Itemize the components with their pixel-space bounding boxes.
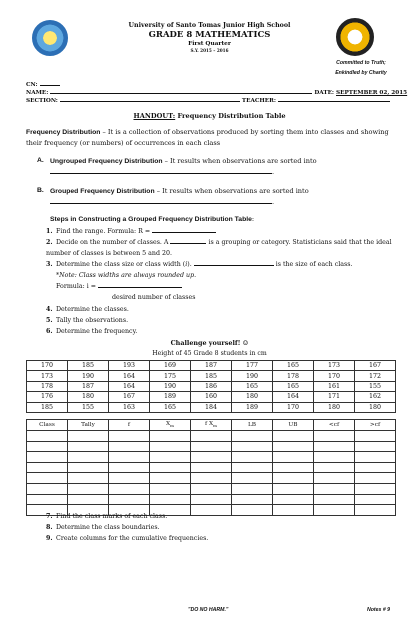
challenge-title: Challenge yourself! ☺ [170,339,249,347]
worksheet-blank-cell[interactable] [150,431,191,442]
worksheet-blank-cell[interactable] [109,473,150,484]
section-label: SECTION: [26,98,58,104]
worksheet-blank-cell[interactable] [68,441,109,452]
height-cell: 165 [273,381,314,391]
footer-notes-number: Notes # 9 [367,607,391,613]
worksheet-row [27,431,396,442]
step-7-number: 7. [46,513,53,520]
worksheet-blank-cell[interactable] [273,452,314,463]
heights-row [27,381,396,391]
worksheet-blank-cell[interactable] [109,441,150,452]
steps-heading: Steps in Constructing a Grouped Frequency Distribution Table: [50,215,255,223]
heights-table [26,360,396,413]
worksheet-row [27,483,396,494]
step-2-number: 2. [46,239,53,246]
worksheet-blank-cell[interactable] [68,483,109,494]
worksheet-blank-cell[interactable] [109,431,150,442]
height-cell: 170 [314,371,355,381]
worksheet-blank-cell[interactable] [273,431,314,442]
class-width-formula-blank[interactable] [98,282,182,288]
step-6-number: 6. [46,328,53,335]
name-field [26,88,407,96]
worksheet-blank-cell[interactable] [314,462,355,473]
worksheet-blank-cell[interactable] [68,462,109,473]
height-cell: 190 [232,371,273,381]
height-cell: 185 [27,402,68,412]
steps-title: Steps in Constructing a Grouped Frequency Distribution Table [50,216,252,223]
worksheet-blank-cell[interactable] [232,483,273,494]
section-blank[interactable] [60,96,240,102]
worksheet-row [27,494,396,505]
class-term-blank[interactable] [170,238,206,244]
height-cell: 190 [68,371,109,381]
frequency-worksheet-table [26,419,396,516]
worksheet-blank-cell[interactable] [273,494,314,505]
step-4 [46,305,396,316]
worksheet-blank-cell[interactable] [355,431,396,442]
height-cell: 161 [314,381,355,391]
height-cell: 180 [232,392,273,402]
date-value: SEPTEMBER 02, 2015 [336,90,408,96]
type-a-paragraph: Ungrouped Frequency Distribution – It results when observations are sorted into . [50,157,317,176]
worksheet-blank-cell[interactable] [314,452,355,463]
handout-topic: Frequency Distribution Table [177,112,286,120]
worksheet-blank-cell[interactable] [109,494,150,505]
teacher-label: TEACHER: [241,98,276,104]
step-3-formula-label: Formula: i = [56,283,99,290]
worksheet-blank-cell[interactable] [191,494,232,505]
heights-row [27,371,396,381]
worksheet-header-cell: f $X_m$ [191,420,232,431]
worksheet-blank-cell[interactable] [68,452,109,463]
height-cell: 171 [314,392,355,402]
height-cell: 193 [109,361,150,371]
worksheet-blank-cell[interactable] [150,462,191,473]
worksheet-blank-cell[interactable] [232,431,273,442]
worksheet-blank-cell[interactable] [355,441,396,452]
worksheet-blank-cell[interactable] [27,452,68,463]
type-a-term: Ungrouped Frequency Distribution [50,158,163,165]
worksheet-blank-cell[interactable] [355,483,396,494]
worksheet-blank-cell[interactable] [68,473,109,484]
height-cell: 155 [68,402,109,412]
type-b-letter: B. [37,187,44,194]
type-b-paragraph: Grouped Frequency Distribution – It results when observations are sorted into . [50,187,309,206]
worksheet-header-cell: f [109,420,150,431]
step-3 [46,260,396,271]
step-2 [46,238,396,259]
step-3-denominator: desired number of classes [112,294,196,301]
step-3-text-c: is the size of each class. [273,261,353,268]
type-b-text: – It results when observations are sorted into [154,187,309,195]
step-7-text: Find the class marks of each class. [56,513,168,520]
school-name: University of Santo Tomas Junior High School [128,22,291,29]
definition-paragraph [26,127,396,149]
step-5-number: 5. [46,317,53,324]
height-cell: 164 [109,381,150,391]
footer-quote: "DO NO HARM." [188,607,229,613]
height-cell: 165 [273,361,314,371]
worksheet-blank-cell[interactable] [232,452,273,463]
step-1 [46,227,396,238]
height-cell: 189 [232,402,273,412]
step-5 [46,316,396,327]
height-cell: 155 [355,381,396,391]
worksheet-header-cell: UB [273,420,314,431]
worksheet-blank-cell[interactable] [109,462,150,473]
worksheet-blank-cell[interactable] [355,494,396,505]
height-cell: 170 [273,402,314,412]
worksheet-blank-cell[interactable] [109,483,150,494]
worksheet-row [27,441,396,452]
name-label: NAME: [26,90,49,96]
challenge-subtitle: Height of 45 Grade 8 students in cm [152,350,267,357]
worksheet-blank-cell[interactable] [273,483,314,494]
worksheet-header-cell: >cf [355,420,396,431]
handout-title [0,112,419,120]
worksheet-blank-cell[interactable] [232,473,273,484]
step-3-symbol: i [185,261,188,268]
cn-blank[interactable] [40,80,60,86]
height-cell: 189 [150,392,191,402]
worksheet-blank-cell[interactable] [150,441,191,452]
height-cell: 185 [68,361,109,371]
worksheet-blank-cell[interactable] [191,483,232,494]
worksheet-blank-cell[interactable] [150,473,191,484]
height-cell: 165 [232,381,273,391]
height-cell: 164 [273,392,314,402]
height-cell: 190 [150,381,191,391]
type-b-blank[interactable] [50,198,272,204]
step-6-text: Determine the frequency. [56,328,138,335]
motto [318,58,404,78]
step-9-text: Create columns for the cumulative frequencies. [56,535,209,542]
worksheet-blank-cell[interactable] [232,441,273,452]
worksheet-blank-cell[interactable] [355,462,396,473]
grade-title: GRADE 8 MATHEMATICS [148,30,271,40]
height-cell: 170 [27,361,68,371]
height-cell: 180 [355,402,396,412]
worksheet-blank-cell[interactable] [232,462,273,473]
document-header [0,22,419,53]
type-a-letter: A. [37,157,44,164]
worksheet-blank-cell[interactable] [314,483,355,494]
worksheet-blank-cell[interactable] [109,452,150,463]
step-1-text: Find the range. Formula: R = [56,228,153,235]
school-year: S.Y. 2015 – 2016 [190,48,229,53]
step-3-formula [56,282,406,293]
step-1-number: 1. [46,228,53,235]
definition-text: – It is a collection of observations produced by sorting them into classes and showing their frequency (or numbers) of occurrences in each class [26,128,389,147]
step-9-number: 9. [46,535,53,542]
type-b-term: Grouped Frequency Distribution [50,188,155,195]
worksheet-row [27,462,396,473]
worksheet-blank-cell[interactable] [27,441,68,452]
worksheet-blank-cell[interactable] [191,441,232,452]
heights-row [27,402,396,412]
type-a-text: – It results when observations are sorted into [162,157,317,165]
height-cell: 178 [27,381,68,391]
worksheet-blank-cell[interactable] [314,494,355,505]
handout-label: HANDOUT: [133,112,176,120]
teacher-blank[interactable] [278,96,390,102]
step-3-text-b: ). [187,261,194,268]
date-label: DATE: [314,90,335,96]
section-field [26,96,390,104]
heights-row [27,361,396,371]
step-7 [46,512,396,523]
worksheet-blank-cell[interactable] [314,441,355,452]
step-3-number: 3. [46,261,53,268]
worksheet-blank-cell[interactable] [273,462,314,473]
worksheet-header-cell: <cf [314,420,355,431]
worksheet-row [27,473,396,484]
worksheet-blank-cell[interactable] [314,473,355,484]
step-8-text: Determine the class boundaries. [56,524,160,531]
height-cell: 173 [314,361,355,371]
worksheet-blank-cell[interactable] [314,431,355,442]
height-cell: 173 [27,371,68,381]
step-4-number: 4. [46,306,53,313]
height-cell: 167 [109,392,150,402]
name-blank[interactable] [50,88,312,94]
quarter: First Quarter [188,41,231,47]
height-cell: 186 [191,381,232,391]
step-6 [46,327,396,338]
height-cell: 167 [355,361,396,371]
cn-field [26,80,60,88]
worksheet-blank-cell[interactable] [273,473,314,484]
range-formula-blank[interactable] [152,227,216,233]
height-cell: 184 [191,402,232,412]
height-cell: 164 [109,371,150,381]
step-8-number: 8. [46,524,53,531]
step-2-text-b: is a grouping or category. Statisticians said that the ideal number of classes is between 5 and 20. [46,239,392,257]
motto-line-1: Committed to Truth; [336,60,386,66]
height-cell: 175 [150,371,191,381]
height-cell: 178 [273,371,314,381]
height-cell: 160 [191,392,232,402]
step-3-text-a: Determine the class size or class width ( [56,261,186,268]
height-cell: 177 [232,361,273,371]
step-8 [46,523,396,534]
worksheet-header-cell: $X_m$ [150,420,191,431]
step-5-text: Tally the observations. [56,317,129,324]
worksheet-blank-cell[interactable] [68,431,109,442]
worksheet-blank-cell[interactable] [27,473,68,484]
height-cell: 169 [150,361,191,371]
step-2-text-a: Decide on the number of classes. A [56,239,171,246]
worksheet-blank-cell[interactable] [27,462,68,473]
height-cell: 176 [27,392,68,402]
worksheet-blank-cell[interactable] [27,431,68,442]
height-cell: 165 [150,402,191,412]
worksheet-blank-cell[interactable] [232,494,273,505]
worksheet-row [27,452,396,463]
worksheet-blank-cell[interactable] [68,494,109,505]
step-4-text: Determine the classes. [56,306,129,313]
height-cell: 163 [109,402,150,412]
height-cell: 187 [68,381,109,391]
worksheet-blank-cell[interactable] [355,452,396,463]
worksheet-blank-cell[interactable] [191,431,232,442]
worksheet-blank-cell[interactable] [191,452,232,463]
worksheet-blank-cell[interactable] [191,473,232,484]
height-cell: 162 [355,392,396,402]
step-9 [46,534,396,545]
height-cell: 180 [68,392,109,402]
cn-label: CN: [26,82,38,88]
worksheet-blank-cell[interactable] [273,441,314,452]
type-a-blank[interactable] [50,168,272,174]
worksheet-blank-cell[interactable] [150,494,191,505]
worksheet-blank-cell[interactable] [150,452,191,463]
heights-row [27,392,396,402]
definition-term: Frequency Distribution [26,129,101,136]
worksheet-blank-cell[interactable] [27,494,68,505]
class-width-blank[interactable] [194,260,274,266]
worksheet-blank-cell[interactable] [191,462,232,473]
worksheet-header-cell: LB [232,420,273,431]
height-cell: 185 [191,371,232,381]
step-3-note: *Note: Class widths are always rounded up. [56,272,197,279]
worksheet-blank-cell[interactable] [27,483,68,494]
motto-line-2: Enkindled by Charity [335,70,387,76]
height-cell: 187 [191,361,232,371]
worksheet-blank-cell[interactable] [355,473,396,484]
height-cell: 172 [355,371,396,381]
height-cell: 180 [314,402,355,412]
worksheet-header-cell: Class [27,420,68,431]
worksheet-header-cell: Tally [68,420,109,431]
worksheet-blank-cell[interactable] [150,483,191,494]
